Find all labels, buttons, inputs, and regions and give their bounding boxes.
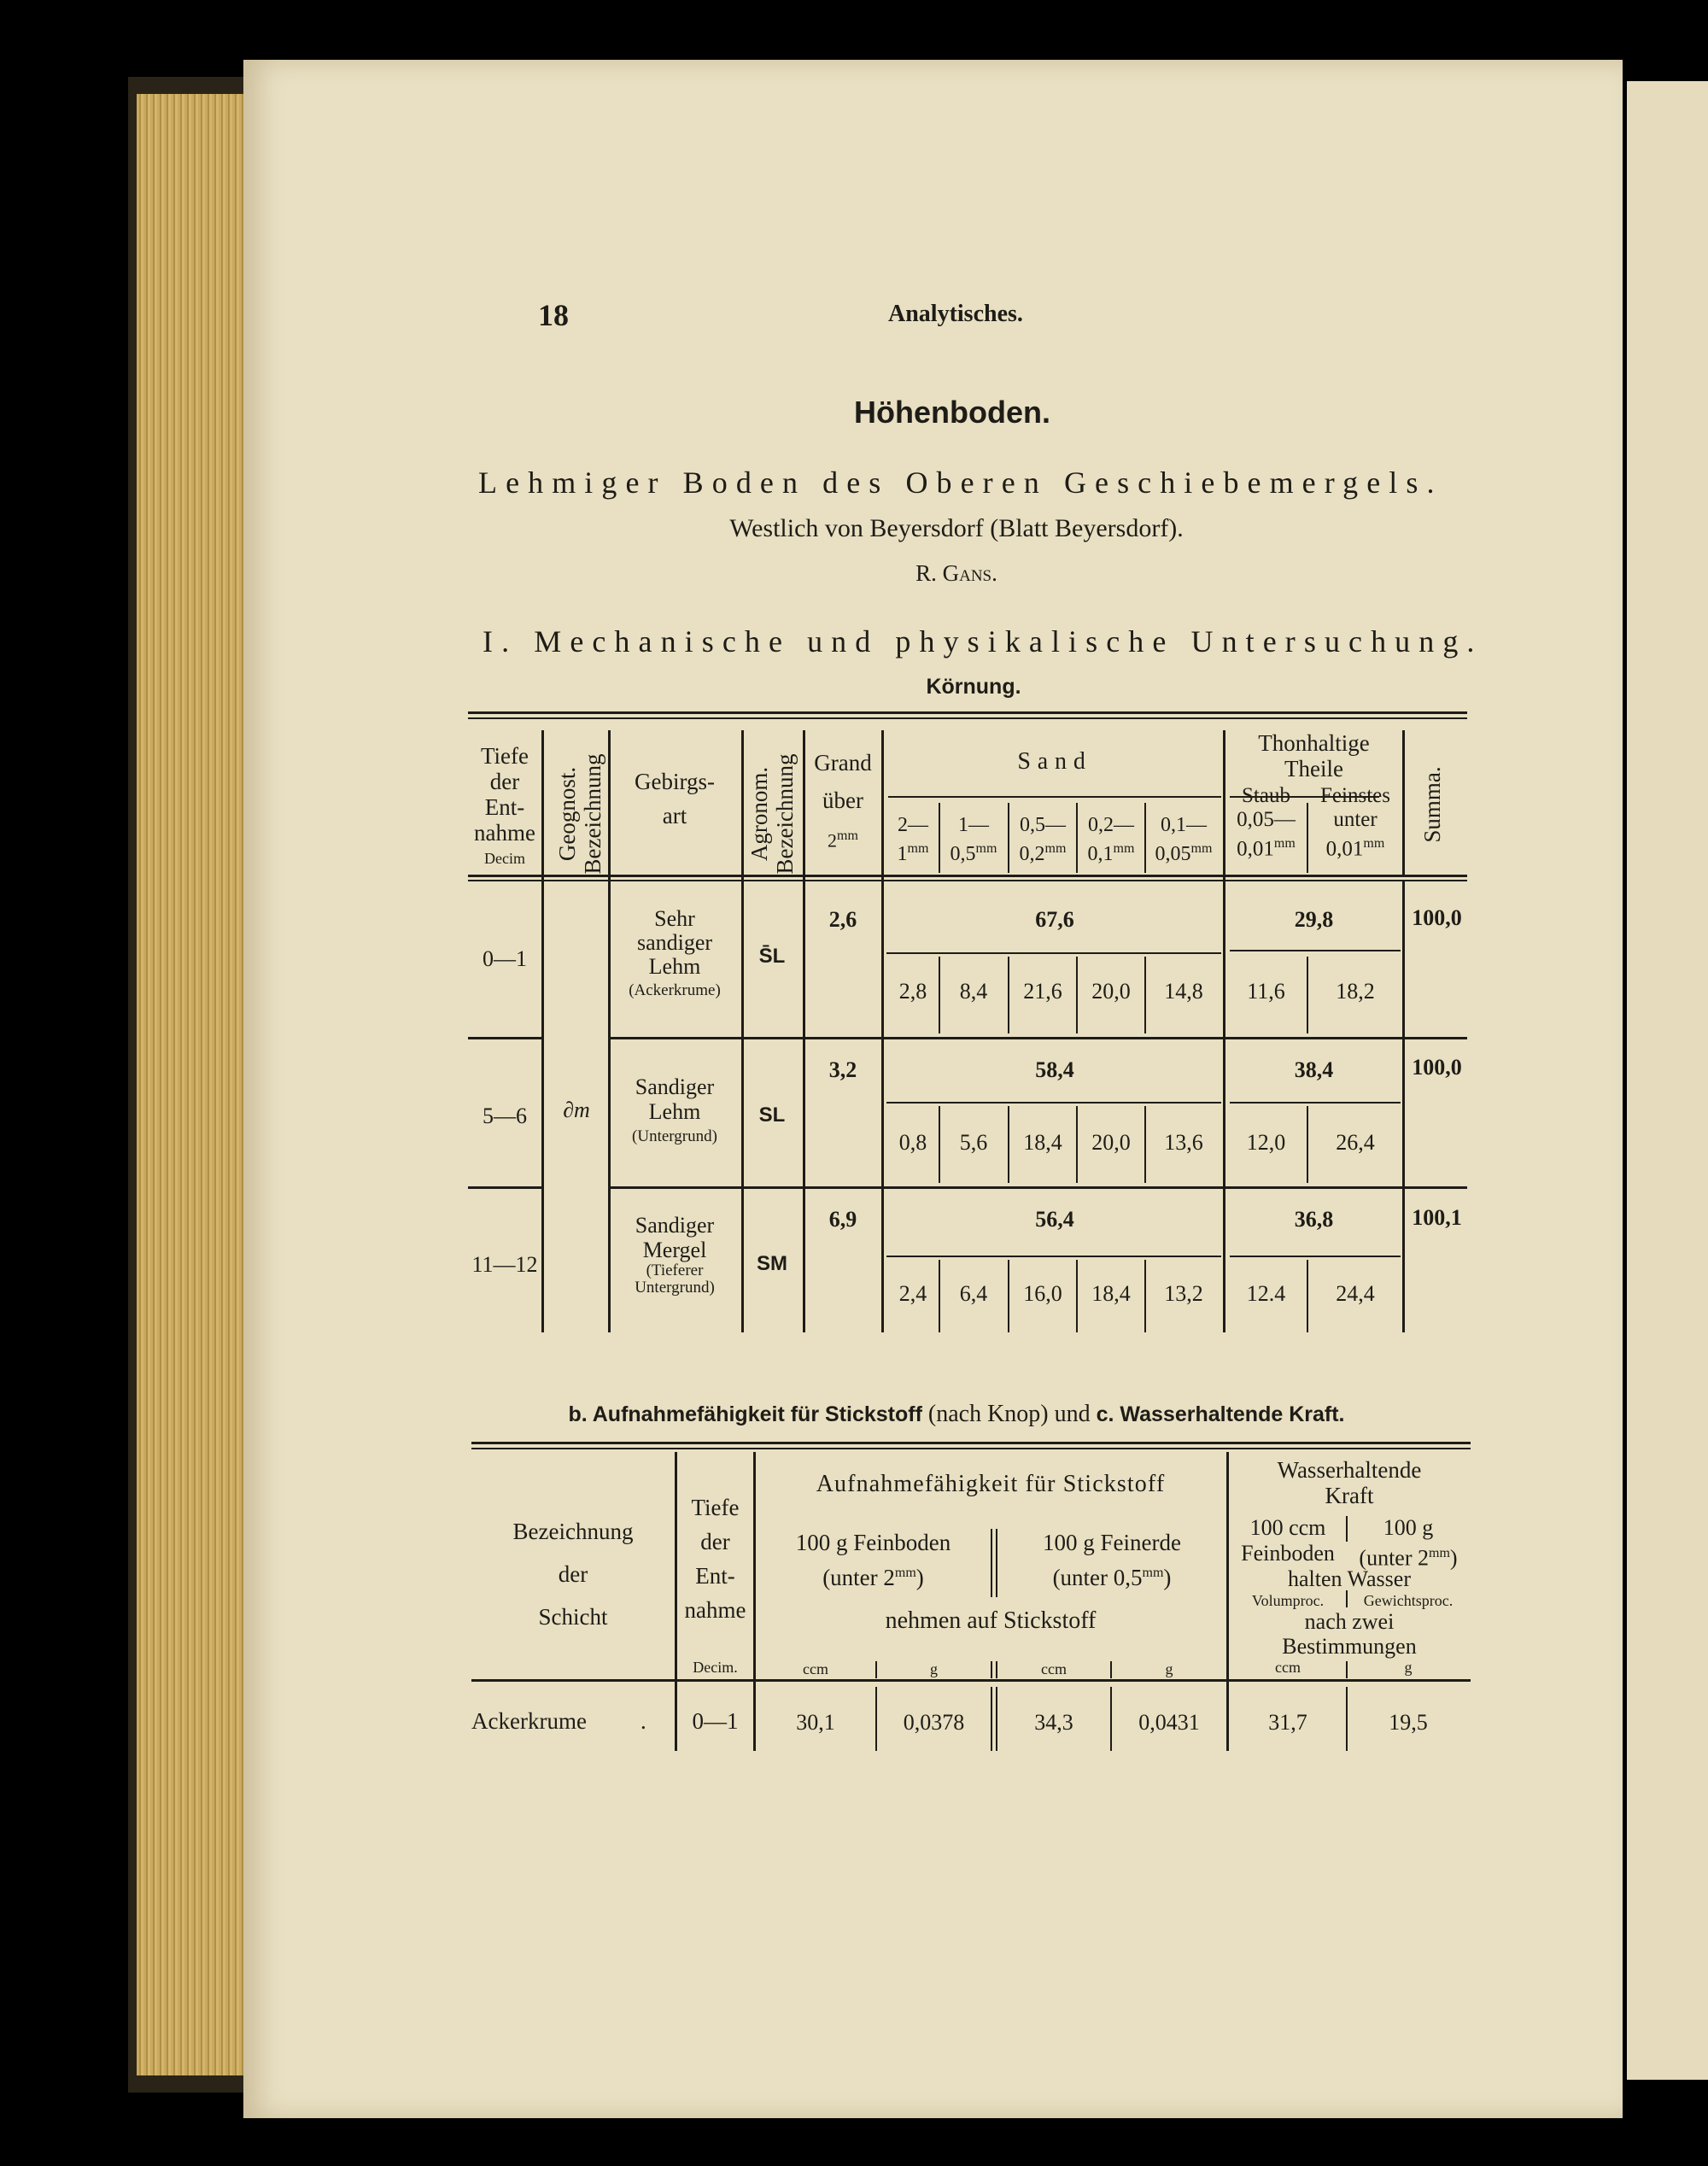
- row2-sand-4: 20,0: [1091, 1130, 1131, 1155]
- header-sand-2-1: 2— $1^{mm}$: [897, 814, 929, 865]
- row-value-2: 0,0378: [903, 1710, 965, 1735]
- row2-thon-total: 38,4: [1294, 1057, 1334, 1082]
- header-sand-1-05: 1— $0,5^{mm}$: [950, 814, 997, 865]
- header-tiefe-2: Tiefe der Ent- nahme: [684, 1495, 746, 1623]
- header-staub: Staub 0,05— $0,01^{mm}$: [1237, 784, 1296, 861]
- row1-tiefe: 0—1: [483, 946, 527, 971]
- row1-gebirgsart: Sehr sandiger Lehm (Ackerkrume): [629, 906, 721, 999]
- header-grand: Grand über $2^{mm}$: [814, 750, 872, 852]
- row3-agronom: SM: [757, 1252, 787, 1275]
- row2-feinstes: 26,4: [1336, 1130, 1375, 1155]
- row2-agronom: SL: [758, 1103, 786, 1127]
- row3-grand: 6,9: [828, 1207, 857, 1232]
- unit-ccm-2: ccm: [1041, 1660, 1067, 1677]
- unit-ccm-3: ccm: [1275, 1659, 1301, 1676]
- header-sand-05-02: 0,5— $0,2^{mm}$: [1019, 814, 1067, 865]
- row3-sand-1: 2,4: [898, 1281, 927, 1306]
- row3-sand-2: 6,4: [959, 1281, 988, 1306]
- header-feinstes: Feinstes unter $0,01^{mm}$: [1320, 784, 1390, 861]
- header-volumproc: Volumproc.: [1251, 1592, 1325, 1609]
- row-value-5: 31,7: [1268, 1710, 1307, 1735]
- row1-sand-4: 20,0: [1091, 979, 1131, 1004]
- unit-g-3: g: [1404, 1659, 1413, 1676]
- row1-sand-2: 8,4: [959, 979, 988, 1004]
- header-gewichtsproc: Gewichtsproc.: [1363, 1592, 1454, 1609]
- header-wasserhaltende: Wasserhaltende Kraft: [1277, 1457, 1422, 1508]
- section-title-stickstoff: b. Aufnahmefähigkeit für Stickstoff (nach Knop) und c. Wasserhaltende Kraft.: [568, 1401, 1345, 1427]
- row1-staub: 11,6: [1247, 979, 1285, 1004]
- row2-grand: 3,2: [828, 1057, 857, 1082]
- header-sand-01-005: 0,1— $0,05^{mm}$: [1155, 814, 1213, 865]
- row2-sand-3: 18,4: [1023, 1130, 1062, 1155]
- row2-sand-total: 58,4: [1035, 1057, 1074, 1082]
- row2-sand-2: 5,6: [959, 1130, 988, 1155]
- row1-grand: 2,6: [828, 907, 857, 932]
- row1-agronom: S̄L: [758, 945, 786, 968]
- row3-staub: 12.4: [1246, 1281, 1286, 1306]
- header-decim: Decim.: [693, 1659, 738, 1676]
- header-agronom: Agronom. Bezeichnung: [746, 753, 798, 875]
- row2-summa: 100,0: [1412, 1055, 1462, 1080]
- subtitle: Lehmiger Boden des Oberen Geschiebemergels.: [478, 465, 1443, 500]
- row2-tiefe: 5—6: [483, 1103, 527, 1128]
- header-feinboden: 100 g Feinboden (unter $2^{mm}$): [795, 1530, 951, 1590]
- page-edges: [137, 94, 248, 2075]
- row-value-6: 19,5: [1389, 1710, 1428, 1735]
- row1-sand-5: 14,8: [1164, 979, 1203, 1004]
- header-sand: Sand: [1017, 748, 1092, 775]
- page-number: 18: [538, 298, 569, 332]
- unit-g-1: g: [930, 1660, 938, 1677]
- row3-thon-total: 36,8: [1294, 1207, 1334, 1232]
- header-halten: halten Wasser: [1288, 1566, 1411, 1591]
- row-leader-dot: .: [640, 1708, 646, 1734]
- header-thonhaltige: Thonhaltige Theile: [1258, 730, 1370, 782]
- header-feinerde: 100 g Feinerde (unter $0,5^{mm}$): [1043, 1530, 1181, 1590]
- row2-gebirgsart: Sandiger Lehm (Untergrund): [632, 1074, 717, 1145]
- row3-feinstes: 24,4: [1336, 1281, 1375, 1306]
- header-aufnahme: Aufnahmefähigkeit für Stickstoff: [816, 1471, 1166, 1497]
- header-bezeichnung: Bezeichnung der Schicht: [512, 1519, 634, 1630]
- facing-page-edge: [1627, 81, 1708, 2080]
- row3-sand-total: 56,4: [1035, 1207, 1074, 1232]
- header-tiefe: Tiefe der Ent- nahme Decim: [474, 743, 535, 867]
- row1-sand-1: 2,8: [898, 979, 927, 1004]
- row3-sand-4: 18,4: [1091, 1281, 1131, 1306]
- header-w-ccm: 100 ccm Feinboden: [1241, 1515, 1335, 1566]
- row1-sand-3: 21,6: [1023, 979, 1062, 1004]
- header-geognost: Geognost. Bezeichnung: [554, 753, 605, 875]
- section-title-mechanical: I. Mechanische und physikalische Untersuchung.: [483, 624, 1483, 659]
- row1-thon-total: 29,8: [1294, 907, 1334, 932]
- row1-summa: 100,0: [1412, 905, 1462, 930]
- row2-sand-5: 13,6: [1164, 1130, 1203, 1155]
- row-tiefe: 0—1: [692, 1708, 739, 1734]
- row2-staub: 12,0: [1246, 1130, 1286, 1155]
- row-value-1: 30,1: [796, 1710, 835, 1735]
- header-nach-zwei: nach zwei Bestimmungen: [1282, 1609, 1417, 1659]
- row2-sand-1: 0,8: [898, 1130, 927, 1155]
- row3-sand-3: 16,0: [1023, 1281, 1062, 1306]
- row3-tiefe: 11—12: [471, 1252, 538, 1277]
- unit-g-2: g: [1165, 1660, 1173, 1677]
- row1-sand-total: 67,6: [1035, 907, 1074, 932]
- row-value-4: 0,0431: [1138, 1710, 1200, 1735]
- row-value-3: 34,3: [1034, 1710, 1073, 1735]
- row3-summa: 100,1: [1412, 1205, 1462, 1230]
- book-page: [243, 60, 1623, 2118]
- header-nehmen: nehmen auf Stickstoff: [885, 1607, 1097, 1634]
- row-ackerkrume-label: Ackerkrume: [471, 1708, 587, 1734]
- row3-gebirgsart: Sandiger Mergel (Tieferer Untergrund): [635, 1213, 715, 1297]
- header-sand-02-01: 0,2— $0,1^{mm}$: [1087, 814, 1135, 865]
- geognost-symbol: ∂m: [563, 1098, 590, 1122]
- section-subtitle-koernung: Körnung.: [926, 675, 1021, 699]
- running-head: Analytisches.: [888, 301, 1023, 327]
- row3-sand-5: 13,2: [1164, 1281, 1203, 1306]
- header-w-g: 100 g (unter $2^{mm}$): [1359, 1515, 1458, 1571]
- location-line: Westlich von Beyersdorf (Blatt Beyersdorf).: [729, 514, 1184, 542]
- page-title: Höhenboden.: [854, 395, 1050, 430]
- row1-feinstes: 18,2: [1336, 979, 1375, 1004]
- unit-ccm-1: ccm: [803, 1660, 828, 1677]
- author: R. Gans.: [915, 560, 997, 586]
- header-gebirgsart: Gebirgs- art: [635, 769, 715, 828]
- header-summa: Summa.: [1419, 766, 1445, 843]
